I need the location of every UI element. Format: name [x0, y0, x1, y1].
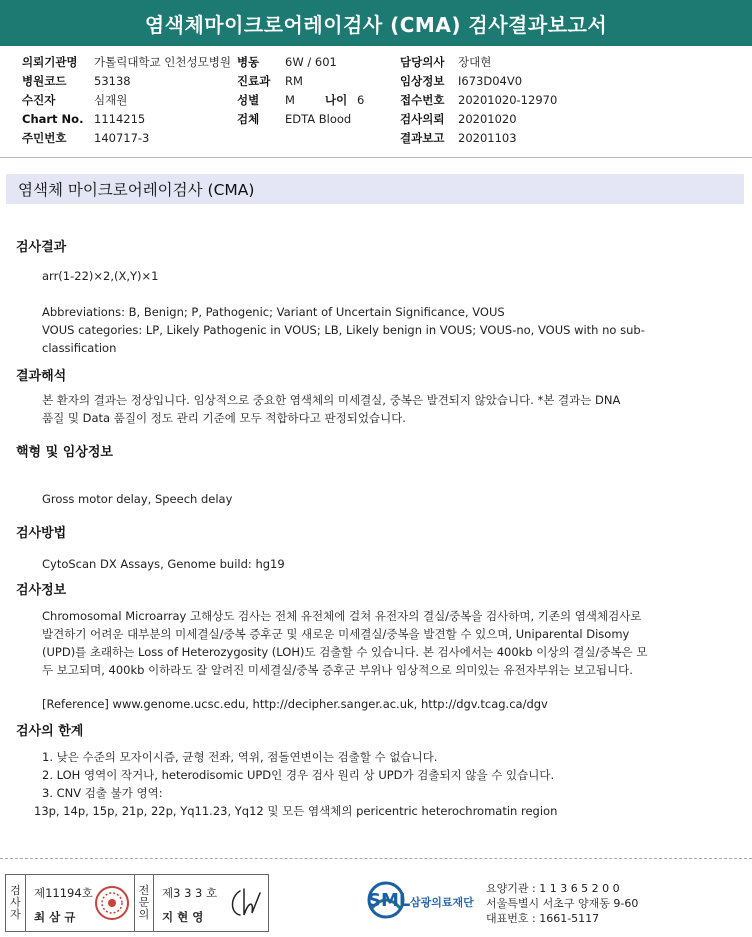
footer: [0, 868, 752, 937]
interpretation-line-2: 품질 및 Data 품질이 정도 관리 기준에 모두 적합하다고 판정되었습니다.: [42, 411, 406, 425]
specialist-license-no: 제3 3 3 호: [162, 886, 218, 900]
test-info-heading: 검사정보: [16, 583, 67, 598]
interpretation-heading: 결과해석: [16, 369, 67, 384]
reference-text: [Reference] www.genome.ucsc.edu, http://decipher.sanger.ac.uk, http://dgv.tcag.ca/dgv: [42, 697, 548, 711]
result-heading: 검사결과: [16, 240, 67, 255]
limitations-heading: 검사의 한계: [16, 724, 84, 739]
test-name-banner: 염색체 마이크로어레이검사 (CMA): [6, 174, 744, 204]
clinical-info-text: Gross motor delay, Speech delay: [42, 492, 233, 506]
interpretation-line-1: 본 환자의 결과는 정상입니다. 임상적으로 중요한 염색체의 미세결실, 중복은 발견되지 않았습니다. *본 결과는 DNA: [42, 393, 621, 407]
sml-logo: [366, 880, 486, 920]
examiner-label: 검 사 자: [6, 875, 26, 931]
organization-name: 삼광의료재단: [410, 896, 474, 909]
patient-info-col2: [237, 53, 364, 129]
info-row-ward: 병동 6W / 601: [237, 55, 337, 69]
logo-text: SML: [368, 890, 411, 911]
signature-icon: [226, 883, 264, 923]
limitation-item-3-regions: 13p, 14p, 15p, 21p, 22p, Yq11.23, Yq12 및 모든 염색체의 pericentric heterochromatin region: [34, 804, 558, 818]
examiner-license-no: 제11194호: [34, 886, 93, 900]
limitation-item-1: 1. 낮은 수준의 모자이시즘, 균형 전좌, 역위, 점돌연변이는 검출할 수 없습니다.: [42, 750, 438, 764]
limitation-item-3: 3. CNV 검출 불가 영역:: [42, 786, 163, 800]
info-row-chart-no: Chart No. 1114215: [22, 112, 146, 126]
header-divider: [0, 157, 752, 158]
signature-box: [5, 874, 269, 932]
seal-stamp-icon: [94, 885, 130, 921]
info-row-report-date: 결과보고 20201103: [400, 131, 517, 145]
org-phone: 대표번호 : 1661-5117: [486, 912, 600, 925]
patient-info-col3: [400, 53, 557, 148]
info-row-receipt-no: 접수번호 20201020-12970: [400, 93, 558, 107]
info-row-resident-no: 주민번호 140717-3: [22, 131, 150, 145]
clinical-info-heading: 핵형 및 임상정보: [16, 445, 113, 460]
footer-divider: [0, 858, 752, 859]
info-row-institution: 의뢰기관명 가톨릭대학교 인천성모병원: [22, 55, 231, 69]
info-row-sex-age: 성별 M 나이 6: [237, 93, 365, 107]
info-row-clinical-info: 임상정보 I673D04V0: [400, 74, 523, 88]
info-row-doctor: 담당의사 장대현: [400, 55, 492, 69]
report-title: 염색체마이크로어레이검사 (CMA) 검사결과보고서: [0, 0, 752, 46]
patient-info-col1: [22, 53, 231, 148]
method-heading: 검사방법: [16, 526, 67, 541]
test-info-line-1: Chromosomal Microarray 고해상도 검사는 전체 유전체에 걸쳐 유전자의 결실/중복을 검사하며, 기존의 염색체검사로: [42, 609, 642, 623]
vous-categories-text: VOUS categories: LP, Likely Pathogenic in VOUS; LB, Likely benign in VOUS; VOUS-no, VOUS with no sub-: [42, 323, 645, 337]
vous-categories-text-cont: classification: [42, 341, 117, 355]
info-row-department: 진료과 RM: [237, 74, 303, 88]
info-row-patient: 수진자 심재원: [22, 93, 128, 107]
specialist-label: 전 문 의: [134, 875, 154, 931]
info-row-hospital-code: 병원코드 53138: [22, 74, 131, 88]
org-address: 서울특별시 서초구 양재동 9-60: [486, 897, 639, 910]
org-code: 요양기관 : 1 1 3 6 5 2 0 0: [486, 882, 620, 895]
info-row-specimen: 검체 EDTA Blood: [237, 112, 352, 126]
karyotype-result: arr(1-22)×2,(X,Y)×1: [42, 269, 159, 283]
limitation-item-2: 2. LOH 영역이 작거나, heterodisomic UPD인 경우 검사 원리 상 UPD가 검출되지 않을 수 있습니다.: [42, 768, 555, 782]
specialist-name: 지 현 영: [162, 910, 204, 924]
examiner-name: 최 삼 규: [34, 910, 76, 924]
test-info-line-4: 두 보고되며, 400kb 이하라도 잘 알려진 미세결실/중복 증후군 부위나 임상적으로 의미있는 유전자부위는 보고됩니다.: [42, 663, 633, 677]
method-text: CytoScan DX Assays, Genome build: hg19: [42, 557, 285, 571]
test-info-line-3: (UPD)를 초래하는 Loss of Heterozygosity (LOH)도 검출할 수 있습니다. 본 검사에서는 400kb 이상의 결실/중복은 모: [42, 645, 648, 659]
info-row-request-date: 검사의뢰 20201020: [400, 112, 517, 126]
test-info-line-2: 발견하기 어려운 대부분의 미세결실/중복 증후군 및 새로운 미세결실/중복을 발견할 수 있으며, Uniparental Disomy: [42, 627, 630, 641]
abbreviations-text: Abbreviations: B, Benign; P, Pathogenic; Variant of Uncertain Significance, VOUS: [42, 305, 505, 319]
